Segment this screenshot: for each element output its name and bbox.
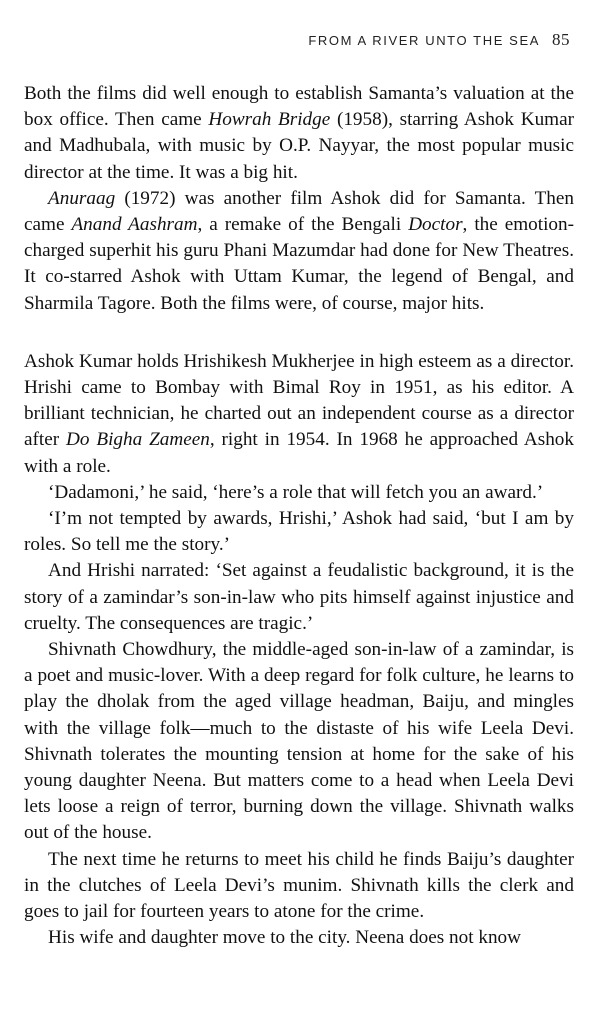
text-run: His wife and daughter move to the city. Neena does not know <box>48 927 521 949</box>
paragraph-2 <box>24 186 574 317</box>
body-text <box>24 81 574 952</box>
page-number: 85 <box>552 30 570 49</box>
text-run: , right in 1954. In 1968 he approached Ashok with a role. <box>24 429 574 477</box>
paragraph-1 <box>24 81 574 186</box>
paragraph-9 <box>24 925 574 951</box>
text-run: (1958), starring Ashok Kumar and Madhubala, with music by O.P. Nayyar, the most popular music director at the time. It was a big hit. <box>24 109 574 183</box>
text-run: Both the films did well enough to establish Samanta’s valuation at the box office. Then came <box>24 83 574 131</box>
text-run: , the emotion-charged superhit his guru Phani Mazumdar had done for New Theatres. It co-starred Ashok with Uttam Kumar, the legend of Bengal, and Sharmila Tagore. Both the films were, of course, major hits. <box>24 214 575 314</box>
text-run: ‘Dadamoni,’ he said, ‘here’s a role that will fetch you an award.’ <box>48 481 544 503</box>
text-run: , a remake of the Bengali <box>197 214 409 236</box>
film-title: Anuraag <box>48 187 116 209</box>
text-run: The next time he returns to meet his child he finds Baiju’s daughter in the clutches of Leela Devi’s munim. Shivnath kills the clerk and goes to jail for fourteen years to atone for the crime. <box>24 848 574 923</box>
film-title: Do Bigha Zameen <box>66 429 210 451</box>
running-head <box>308 30 570 50</box>
text-run: And Hrishi narrated: ‘Set against a feudalistic background, it is the story of a zamindar’s son-in-law who pits himself against injustice and cruelty. The consequences are tragic.’ <box>24 560 574 634</box>
paragraph-8 <box>24 847 574 926</box>
paragraph-7 <box>24 637 574 847</box>
paragraph-4 <box>24 480 574 506</box>
text-run: Shivnath Chowdhury, the middle-aged son-in-law of a zamindar, is a poet and music-lover. With a deep regard for folk culture, he learns to play the dholak from the aged village headman, Baiju, and mingles with the village folk—much to the distaste of his wife Leela Devi. Shivnath tolerates the mounting tension at home for the sake of his young daughter Neena. But matters come to a head when Leela Devi lets loose a reign of terror, burning down the village. Shivnath walks out of the house. <box>24 639 574 844</box>
film-title: Anand Aashram <box>71 214 198 236</box>
text-run: (1972) was another film Ashok did for Samanta. Then came <box>24 187 574 236</box>
running-title: FROM A RIVER UNTO THE SEA <box>308 33 540 48</box>
film-title: Doctor <box>408 214 463 236</box>
text-run: ‘I’m not tempted by awards, Hrishi,’ Ashok had said, ‘but I am by roles. So tell me the story.’ <box>24 508 574 556</box>
film-title: Howrah Bridge <box>208 109 331 131</box>
paragraph-3 <box>24 349 574 480</box>
text-run: Ashok Kumar holds Hrishikesh Mukherjee in high esteem as a director. Hrishi came to Bombay with Bimal Roy in 1951, as his editor. A brilliant technician, he charted out an independent course as a director after <box>24 350 574 451</box>
paragraph-5 <box>24 506 574 558</box>
paragraph-6 <box>24 558 574 637</box>
